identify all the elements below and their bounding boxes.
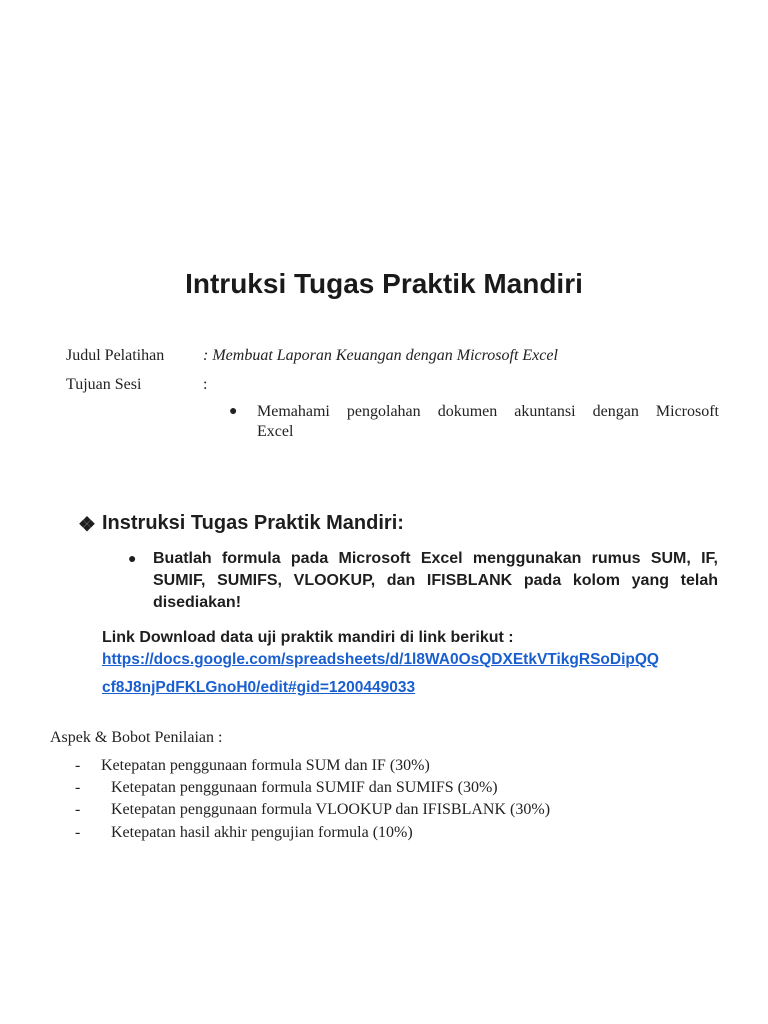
link-intro-text: Link Download data uji praktik mandiri di link berikut : xyxy=(102,629,514,646)
instruksi-bullet-line1: Buatlah formula pada Microsoft Excel menggunakan rumus SUM, IF, xyxy=(153,550,718,567)
instruksi-bullet-line2: SUMIF, SUMIFS, VLOOKUP, dan IFISBLANK pada kolom yang telah xyxy=(153,572,718,589)
tujuan-sesi-colon: : xyxy=(203,376,208,393)
aspek-heading: Aspek & Bobot Penilaian : xyxy=(50,729,223,746)
tujuan-sesi-label: Tujuan Sesi xyxy=(66,376,142,393)
aspek-dash-2: - xyxy=(75,779,81,796)
download-link-line1[interactable]: https://docs.google.com/spreadsheets/d/1l8WA0OsQDXEtkVTikgRSoDipQQ xyxy=(102,651,659,668)
aspek-item-3: Ketepatan penggunaan formula VLOOKUP dan IFISBLANK (30%) xyxy=(111,801,551,818)
tujuan-bullet-line1: Memahami pengolahan dokumen akuntansi dengan Microsoft xyxy=(257,403,719,420)
aspek-dash-4: - xyxy=(75,824,81,841)
aspek-item-2: Ketepatan penggunaan formula SUMIF dan SUMIFS (30%) xyxy=(111,779,498,796)
aspek-dash-1: - xyxy=(75,757,81,774)
tujuan-bullet-line2: Excel xyxy=(257,423,294,440)
aspek-dash-3: - xyxy=(75,801,81,818)
tujuan-bullet-icon: ● xyxy=(229,404,238,419)
judul-pelatihan-value: : Membuat Laporan Keuangan dengan Microsoft Excel xyxy=(203,347,558,364)
page-title: Intruksi Tugas Praktik Mandiri xyxy=(185,268,583,299)
diamond-bullet-icon: ❖ xyxy=(78,514,96,536)
aspek-item-1: Ketepatan penggunaan formula SUM dan IF (30%) xyxy=(101,757,430,774)
instruksi-bullet-line3: disediakan! xyxy=(153,594,242,611)
download-link-line2[interactable]: cf8J8njPdFKLGnoH0/edit#gid=1200449033 xyxy=(102,679,416,696)
instruksi-bullet-icon: ● xyxy=(128,550,137,566)
aspek-item-4: Ketepatan hasil akhir pengujian formula (10%) xyxy=(111,824,413,841)
instruksi-heading: Instruksi Tugas Praktik Mandiri: xyxy=(102,512,404,534)
judul-pelatihan-label: Judul Pelatihan xyxy=(66,347,165,364)
